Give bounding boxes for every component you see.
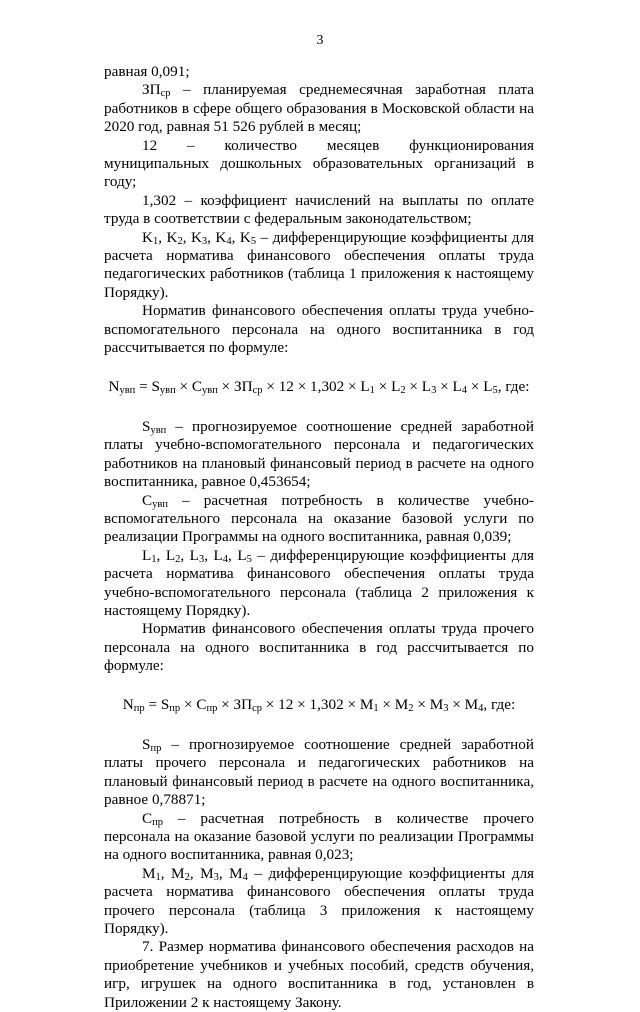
paragraph-coefficient: 1,302 – коэффициент начислений на выплаты по оплате труда в соответствии с федеральным законодательством; (104, 191, 534, 228)
symbol-s-uvp: $S_{увп}$ (142, 417, 167, 436)
paragraph-s-uvp-definition: $S_{увп}$ – прогнозируемое соотношение средней заработной платы учебно-вспомогательного персонала и педагогических работников на плановый финансовый период в расчете на одного воспитанника, равное 0,453654; (104, 417, 534, 491)
symbol-s-pr: $S_{пр}$ (142, 736, 162, 754)
formula-uvp: $N_{увп} = S_{увп} \times C_{увп} \times ЗП_{ср} \times 12 \times 1,302 \times L_1 \times L_2 \times L_3 \times L_4 \times L_5$, где: (108, 377, 530, 396)
paragraph-uvp-intro: Норматив финансового обеспечения оплаты труда учебно-вспомогательного персонала на одного воспитанника в год рассчитывается по формуле: (104, 302, 534, 357)
paragraph-c-uvp-definition: $C_{увп}$ – расчетная потребность в количестве учебно-вспомогательного персонала на оказание базовой услуги по реализации Программы на одного воспитанника, равная 0,039; (104, 491, 534, 546)
paragraph-continuation: равная 0,091; (104, 63, 190, 80)
document-body (104, 63, 534, 1012)
paragraph-c-pr-definition: $C_{пр}$ – расчетная потребность в количестве прочего персонала на оказание базовой услуги по реализации Программы на одного воспитанника, равная 0,023; (104, 809, 534, 864)
symbol-zp: $ЗП_{ср}$ (142, 81, 171, 100)
symbol-m-list: $M_1$, $M_2$, $M_3$, $M_4$ (142, 864, 248, 883)
page-number: 3 (316, 33, 324, 48)
paragraph-item-7: 7. Размер норматива финансового обеспечения расходов на приобретение учебников и учебных пособий, средств обучения, игр, игрушек на одного воспитанника в год, установлен в Приложении 2 к настоящему Закону. (104, 938, 534, 1011)
formula-pr: $N_{пр} = S_{пр} \times C_{пр} \times ЗП_{ср} \times 12 \times 1,302 \times M_1 \times M_2 \times M_3 \times M_4$, где: (122, 695, 516, 714)
paragraph-m-coefficients: $M_1$, $M_2$, $M_3$, $M_4$ – дифференцирующие коэффициенты для расчета норматива финансового обеспечения оплаты труда прочего персонала (таблица 3 приложения к настоящему Порядку). (104, 864, 535, 938)
paragraph-months: 12 – количество месяцев функционирования муниципальных дошкольных образовательных организаций в году; (104, 136, 534, 191)
symbol-c-pr: $C_{пр}$ (142, 809, 164, 828)
paragraph-s-pr-definition: $S_{пр}$ – прогнозируемое соотношение средней заработной платы прочего персонала и педагогических работников на плановый финансовый период в расчете на одного воспитанника, равное 0,78871; (104, 736, 534, 809)
paragraph-pr-intro: Норматив финансового обеспечения оплаты труда прочего персонала на одного воспитанника в год рассчитывается по формуле: (104, 620, 534, 675)
symbol-l-list: $L_1$, $L_2$, $L_3$, $L_4$, $L_5$ (142, 546, 252, 565)
paragraph-k-coefficients: $K_1$, $K_2$, $K_3$, $K_4$, $K_5$ – дифференцирующие коэффициенты для расчета норматива финансового обеспечения оплаты труда педагогических работников (таблица 1 приложения к настоящему Порядку). (104, 228, 535, 301)
symbol-k-list: $K_1$, $K_2$, $K_3$, $K_4$, $K_5$ (142, 228, 257, 247)
paragraph-l-coefficients: $L_1$, $L_2$, $L_3$, $L_4$, $L_5$ – дифференцирующие коэффициенты для расчета норматива финансового обеспечения оплаты труда учебно-вспомогательного персонала (таблица 2 приложения к настоящему Порядку). (104, 546, 535, 619)
symbol-c-uvp: $C_{увп}$ (142, 491, 168, 510)
paragraph-zp-definition: $ЗП_{ср}$ – планируемая среднемесячная заработная плата работников в сфере общего образования в Московской области на 2020 год, равная 51 526 рублей в месяц; (104, 81, 534, 136)
